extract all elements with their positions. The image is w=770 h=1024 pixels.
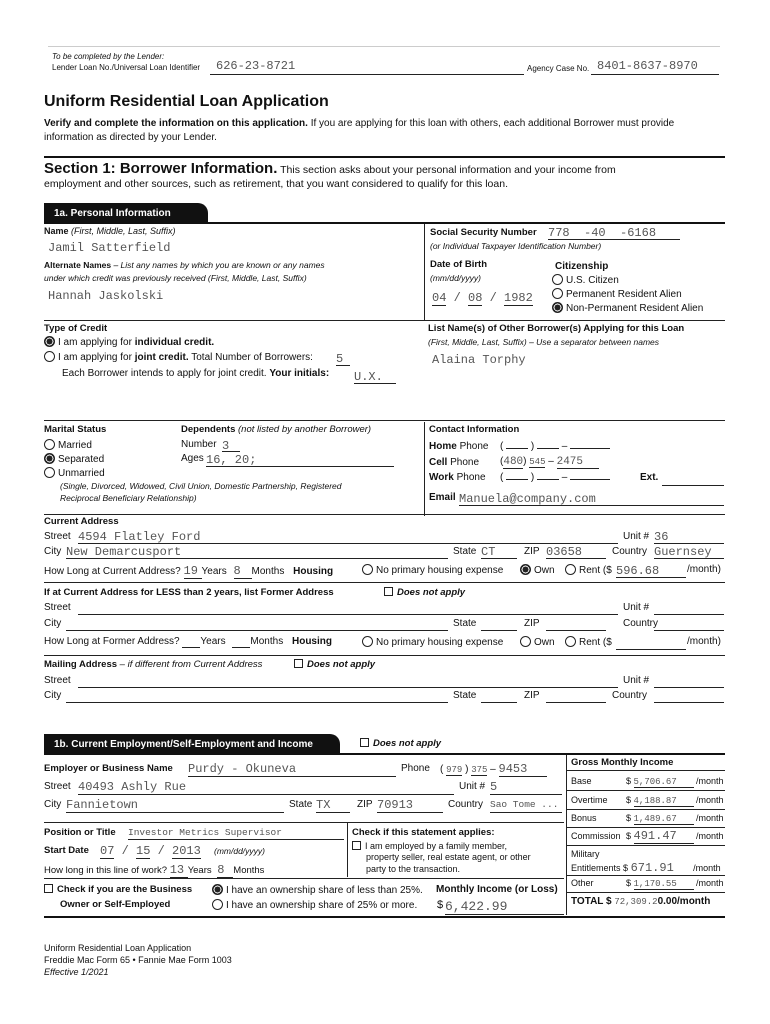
check-text-3: party to the transaction. [366, 864, 461, 874]
military-field[interactable]: 671.91 [631, 861, 691, 876]
monthly-income-dollar: $ [437, 899, 444, 911]
employer-phone-label: Phone [401, 763, 430, 774]
section-1-heading: Section 1: Borrower Information. This section asks about your personal information and your income from [44, 160, 616, 177]
check-statement-label: Check if this statement applies: [352, 827, 495, 838]
gross-income-label: Gross Monthly Income [571, 757, 674, 768]
alt-names-field[interactable]: Hannah Jaskolski [48, 289, 164, 303]
former-years-field[interactable] [182, 636, 200, 648]
ssn-hint: (or Individual Taxpayer Identification Number) [430, 241, 602, 251]
citizenship-label: Citizenship [555, 261, 609, 272]
state-field[interactable]: CT [481, 545, 517, 559]
rent-field[interactable]: 596.68 [616, 564, 686, 578]
commission-field[interactable]: 491.47 [634, 829, 694, 844]
total-field[interactable]: 72,309.2 [614, 897, 658, 907]
name-label: Name (First, Middle, Last, Suffix) [44, 226, 176, 236]
dob-label: Date of Birth [430, 259, 487, 270]
bonus-label: Bonus [571, 813, 597, 823]
employer-unit-label: Unit # [459, 781, 486, 792]
cell-phone-field[interactable]: (480) 545 – 2475 [500, 456, 599, 469]
employer-street-field[interactable]: 40493 Ashly Rue [78, 780, 454, 795]
agency-label: Agency Case No. [527, 64, 590, 73]
home-phone-label: Home Phone [429, 441, 489, 452]
alt-names-label: Alternate Names – List any names by which you are known or any names [44, 260, 325, 270]
joint-credit-radio[interactable]: I am applying for joint credit. Total Number of Borrowers: [44, 351, 313, 363]
mailing-not-apply[interactable]: Does not apply [294, 659, 375, 670]
mailing-city-field[interactable] [66, 689, 448, 703]
citizenship-permanent[interactable]: Permanent Resident Alien [552, 288, 682, 300]
state-label: State [453, 546, 477, 557]
agency-case-field[interactable]: 8401-8637-8970 [591, 59, 719, 75]
business-owner-line2: Owner or Self-Employed [60, 899, 171, 910]
zip-field[interactable]: 03658 [546, 545, 606, 559]
work-phone-field[interactable]: ( ) – [500, 472, 610, 483]
line-years-field[interactable]: 13 [170, 863, 188, 878]
monthly-income-label: Monthly Income (or Loss) [436, 884, 558, 895]
family-member-checkbox[interactable]: I am employed by a family member, [352, 840, 507, 852]
overtime-row: $ 4,188.87 /month [626, 795, 724, 806]
former-zip-label: ZIP [524, 618, 540, 629]
ext-label: Ext. [640, 472, 659, 483]
citizenship-us[interactable]: U.S. Citizen [552, 274, 619, 286]
rent-per-month: /month) [687, 564, 721, 575]
business-owner-checkbox[interactable]: Check if you are the Business [44, 884, 192, 895]
page-title: Uniform Residential Loan Application [44, 93, 329, 110]
tab-employment: 1b. Current Employment/Self-Employment and Income [44, 734, 340, 754]
former-city-field[interactable] [66, 617, 448, 631]
employer-country-field[interactable]: Sao Tome ... [490, 799, 562, 813]
former-zip-field[interactable] [546, 617, 606, 631]
position-field[interactable]: Investor Metrics Supervisor [128, 827, 344, 840]
former-no-primary-radio[interactable]: No primary housing expense [362, 636, 503, 648]
email-label: Email [429, 492, 456, 503]
mailing-state-label: State [453, 690, 477, 701]
tab-personal-information: 1a. Personal Information [44, 203, 208, 223]
married-radio[interactable]: Married [44, 439, 92, 451]
dependents-ages-label: Ages [181, 453, 204, 464]
lender-id-label: Lender Loan No./Universal Loan Identifier [52, 63, 201, 72]
overtime-field[interactable]: 4,188.87 [634, 796, 694, 807]
bonus-row: $ 1,489.67 /month [626, 813, 724, 824]
former-own-radio[interactable]: Own [520, 636, 555, 648]
employer-city-field[interactable]: Fannietown [66, 798, 284, 813]
other-borrowers-hint: (First, Middle, Last, Suffix) – Use a separator between names [428, 337, 660, 347]
dependents-label: Dependents (not listed by another Borrower) [181, 424, 372, 435]
home-phone-field[interactable]: ( ) – [500, 441, 610, 452]
how-long-current: How Long at Current Address? 19 Years 8 Months Housing [44, 564, 334, 578]
employer-label: Employer or Business Name [44, 763, 173, 774]
cell-phone-label: Cell Phone [429, 457, 480, 468]
other-borrowers-field[interactable]: Alaina Torphy [432, 353, 526, 367]
former-rent-radio[interactable]: Rent ($ [565, 636, 612, 648]
own-radio[interactable]: Own [520, 564, 555, 576]
unit-label: Unit # [623, 531, 650, 542]
base-field[interactable]: 5,706.67 [634, 777, 694, 788]
other-borrowers-label: List Name(s) of Other Borrower(s) Applying for this Loan [428, 323, 685, 334]
current-address-label: Current Address [44, 516, 119, 527]
city-field[interactable]: New Demarcusport [66, 545, 448, 559]
section-1-desc: employment and other sources, such as retirement, that you want considered to qualify for this loan. [44, 178, 508, 190]
lender-id-field[interactable]: 626-23-8721 [210, 59, 524, 75]
former-unit-label: Unit # [623, 602, 650, 613]
mailing-unit-field[interactable] [654, 674, 724, 688]
footer-title: Uniform Residential Loan Application [44, 943, 192, 953]
mailing-street-field[interactable] [78, 674, 618, 688]
credit-type-label: Type of Credit [44, 323, 108, 334]
military-label: Military [571, 849, 600, 859]
zip-label: ZIP [524, 546, 540, 557]
mailing-zip-label: ZIP [524, 690, 540, 701]
start-date-label: Start Date [44, 845, 89, 856]
country-label: Country [612, 546, 648, 557]
employer-unit-field[interactable]: 5 [490, 780, 562, 795]
alt-names-hint: under which credit was previously received (First, Middle, Last, Suffix) [44, 273, 307, 283]
employer-state-label: State [289, 799, 313, 810]
mailing-city-label: City [44, 690, 62, 701]
individual-credit-radio[interactable]: I am applying for individual credit. [44, 336, 214, 348]
mailing-street-label: Street [44, 675, 71, 686]
name-field[interactable]: Jamil Satterfield [48, 241, 171, 255]
ext-field[interactable] [662, 472, 724, 486]
mailing-country-label: Country [612, 690, 648, 701]
dob-field[interactable]: 04 / 08 / 1982 [432, 291, 533, 305]
former-months-field[interactable] [232, 636, 250, 648]
military-row: Entitlements $ 671.91 /month [571, 861, 721, 875]
rent-radio[interactable]: Rent ($ [565, 564, 612, 576]
footer-effective: Effective 1/2021 [44, 967, 109, 977]
former-state-field[interactable] [481, 617, 517, 631]
unmarried-radio[interactable]: Unmarried [44, 467, 105, 479]
unit-field[interactable]: 36 [654, 530, 724, 544]
start-date-field[interactable]: 07 / 15 / 2013 [100, 844, 201, 858]
other-income-label: Other [571, 878, 594, 888]
how-long-former: How Long at Former Address? Years Months Housing [44, 636, 332, 647]
start-date-hint: (mm/dd/yyyy) [214, 846, 265, 856]
unmarried-hint: (Single, Divorced, Widowed, Civil Union, Domestic Partnership, Registered [60, 481, 342, 491]
work-phone-label: Work Phone [429, 472, 486, 483]
mailing-zip-field[interactable] [546, 689, 606, 703]
separated-radio[interactable]: Separated [44, 453, 104, 465]
street-field[interactable]: 4594 Flatley Ford [78, 530, 618, 544]
dependents-number-field[interactable]: 3 [222, 439, 240, 452]
employer-field[interactable]: Purdy - Okuneva [188, 762, 396, 777]
employer-zip-field[interactable]: 70913 [377, 798, 443, 813]
other-income-row: $ 1,170.55 /month [626, 878, 724, 889]
commission-label: Commission [571, 831, 621, 841]
check-text-2: property seller, real estate agent, or other [366, 852, 531, 862]
former-country-field[interactable] [654, 630, 724, 631]
initials-field[interactable]: U.X. [354, 370, 396, 384]
mailing-state-field[interactable] [481, 689, 517, 703]
share-more-radio[interactable]: I have an ownership share of 25% or more. [212, 899, 417, 911]
borrowers-count-field[interactable]: 5 [336, 352, 350, 366]
citizenship-non-permanent[interactable]: Non-Permanent Resident Alien [552, 302, 703, 314]
dob-hint: (mm/dd/yyyy) [430, 273, 481, 283]
no-primary-housing-radio[interactable]: No primary housing expense [362, 564, 503, 576]
former-city-label: City [44, 618, 62, 629]
city-label: City [44, 546, 62, 557]
email-field[interactable]: Manuela@company.com [459, 492, 724, 506]
unmarried-hint-2: Reciprocal Beneficiary Relationship) [60, 493, 197, 503]
former-unit-field[interactable] [654, 601, 724, 615]
lender-note: To be completed by the Lender: [52, 52, 165, 61]
former-rent-per-month: /month) [687, 636, 721, 647]
position-label: Position or Title [44, 827, 116, 838]
total-row: TOTAL $ 72,309.20.00/month [571, 896, 711, 907]
former-rent-field[interactable] [616, 636, 686, 650]
employer-phone-field[interactable]: ( 979 ) 375 – 9453 [440, 762, 547, 777]
former-country-label: Country [623, 618, 659, 629]
employer-state-field[interactable]: TX [316, 798, 350, 813]
share-less-radio[interactable]: I have an ownership share of less than 25%. [212, 884, 423, 896]
bonus-field[interactable]: 1,489.67 [634, 814, 694, 825]
ssn-field[interactable]: 778 -40 -6168 [548, 226, 680, 240]
employer-zip-label: ZIP [357, 799, 373, 810]
mailing-country-field[interactable] [654, 689, 724, 703]
base-row: $ 5,706.67 /month [626, 776, 724, 787]
former-street-field[interactable] [78, 601, 618, 615]
marital-label: Marital Status [44, 424, 107, 435]
monthly-income-field[interactable]: 6,422.99 [445, 899, 564, 915]
intro-text: Verify and complete the information on this application. If you are applying for this loan with others, each additional Borrower must provide [44, 118, 675, 129]
country-field[interactable]: Guernsey [654, 545, 724, 559]
base-label: Base [571, 776, 592, 786]
street-label: Street [44, 531, 71, 542]
mailing-unit-label: Unit # [623, 675, 650, 686]
contact-label: Contact Information [429, 424, 520, 435]
dependents-ages-field[interactable]: 16, 20; [206, 453, 394, 467]
other-income-field[interactable]: 1,170.55 [634, 879, 694, 890]
line-months-field[interactable]: 8 [217, 863, 233, 878]
initials-label: Each Borrower intends to apply for joint credit. Your initials: [62, 368, 330, 379]
former-street-label: Street [44, 602, 71, 613]
former-state-label: State [453, 618, 477, 629]
ssn-label: Social Security Number [430, 227, 537, 238]
years-field[interactable]: 19 [184, 564, 202, 579]
overtime-label: Overtime [571, 795, 608, 805]
former-not-apply[interactable]: Does not apply [384, 587, 465, 598]
mailing-address-label: Mailing Address – if different from Current Address [44, 659, 263, 670]
months-field[interactable]: 8 [234, 564, 252, 579]
intro-text-2: information as directed by your Lender. [44, 132, 217, 143]
former-address-label: If at Current Address for LESS than 2 years, list Former Address [44, 587, 334, 598]
employment-not-apply[interactable]: Does not apply [360, 738, 441, 749]
footer-forms: Freddie Mac Form 65 • Fannie Mae Form 1003 [44, 955, 232, 965]
employer-street-label: Street [44, 781, 71, 792]
dependents-number-label: Number [181, 439, 217, 450]
employer-city-label: City [44, 799, 62, 810]
commission-row: $ 491.47 /month [626, 829, 724, 843]
employer-country-label: Country [448, 799, 484, 810]
line-of-work: How long in this line of work? 13 Years 8 Months [44, 863, 265, 877]
